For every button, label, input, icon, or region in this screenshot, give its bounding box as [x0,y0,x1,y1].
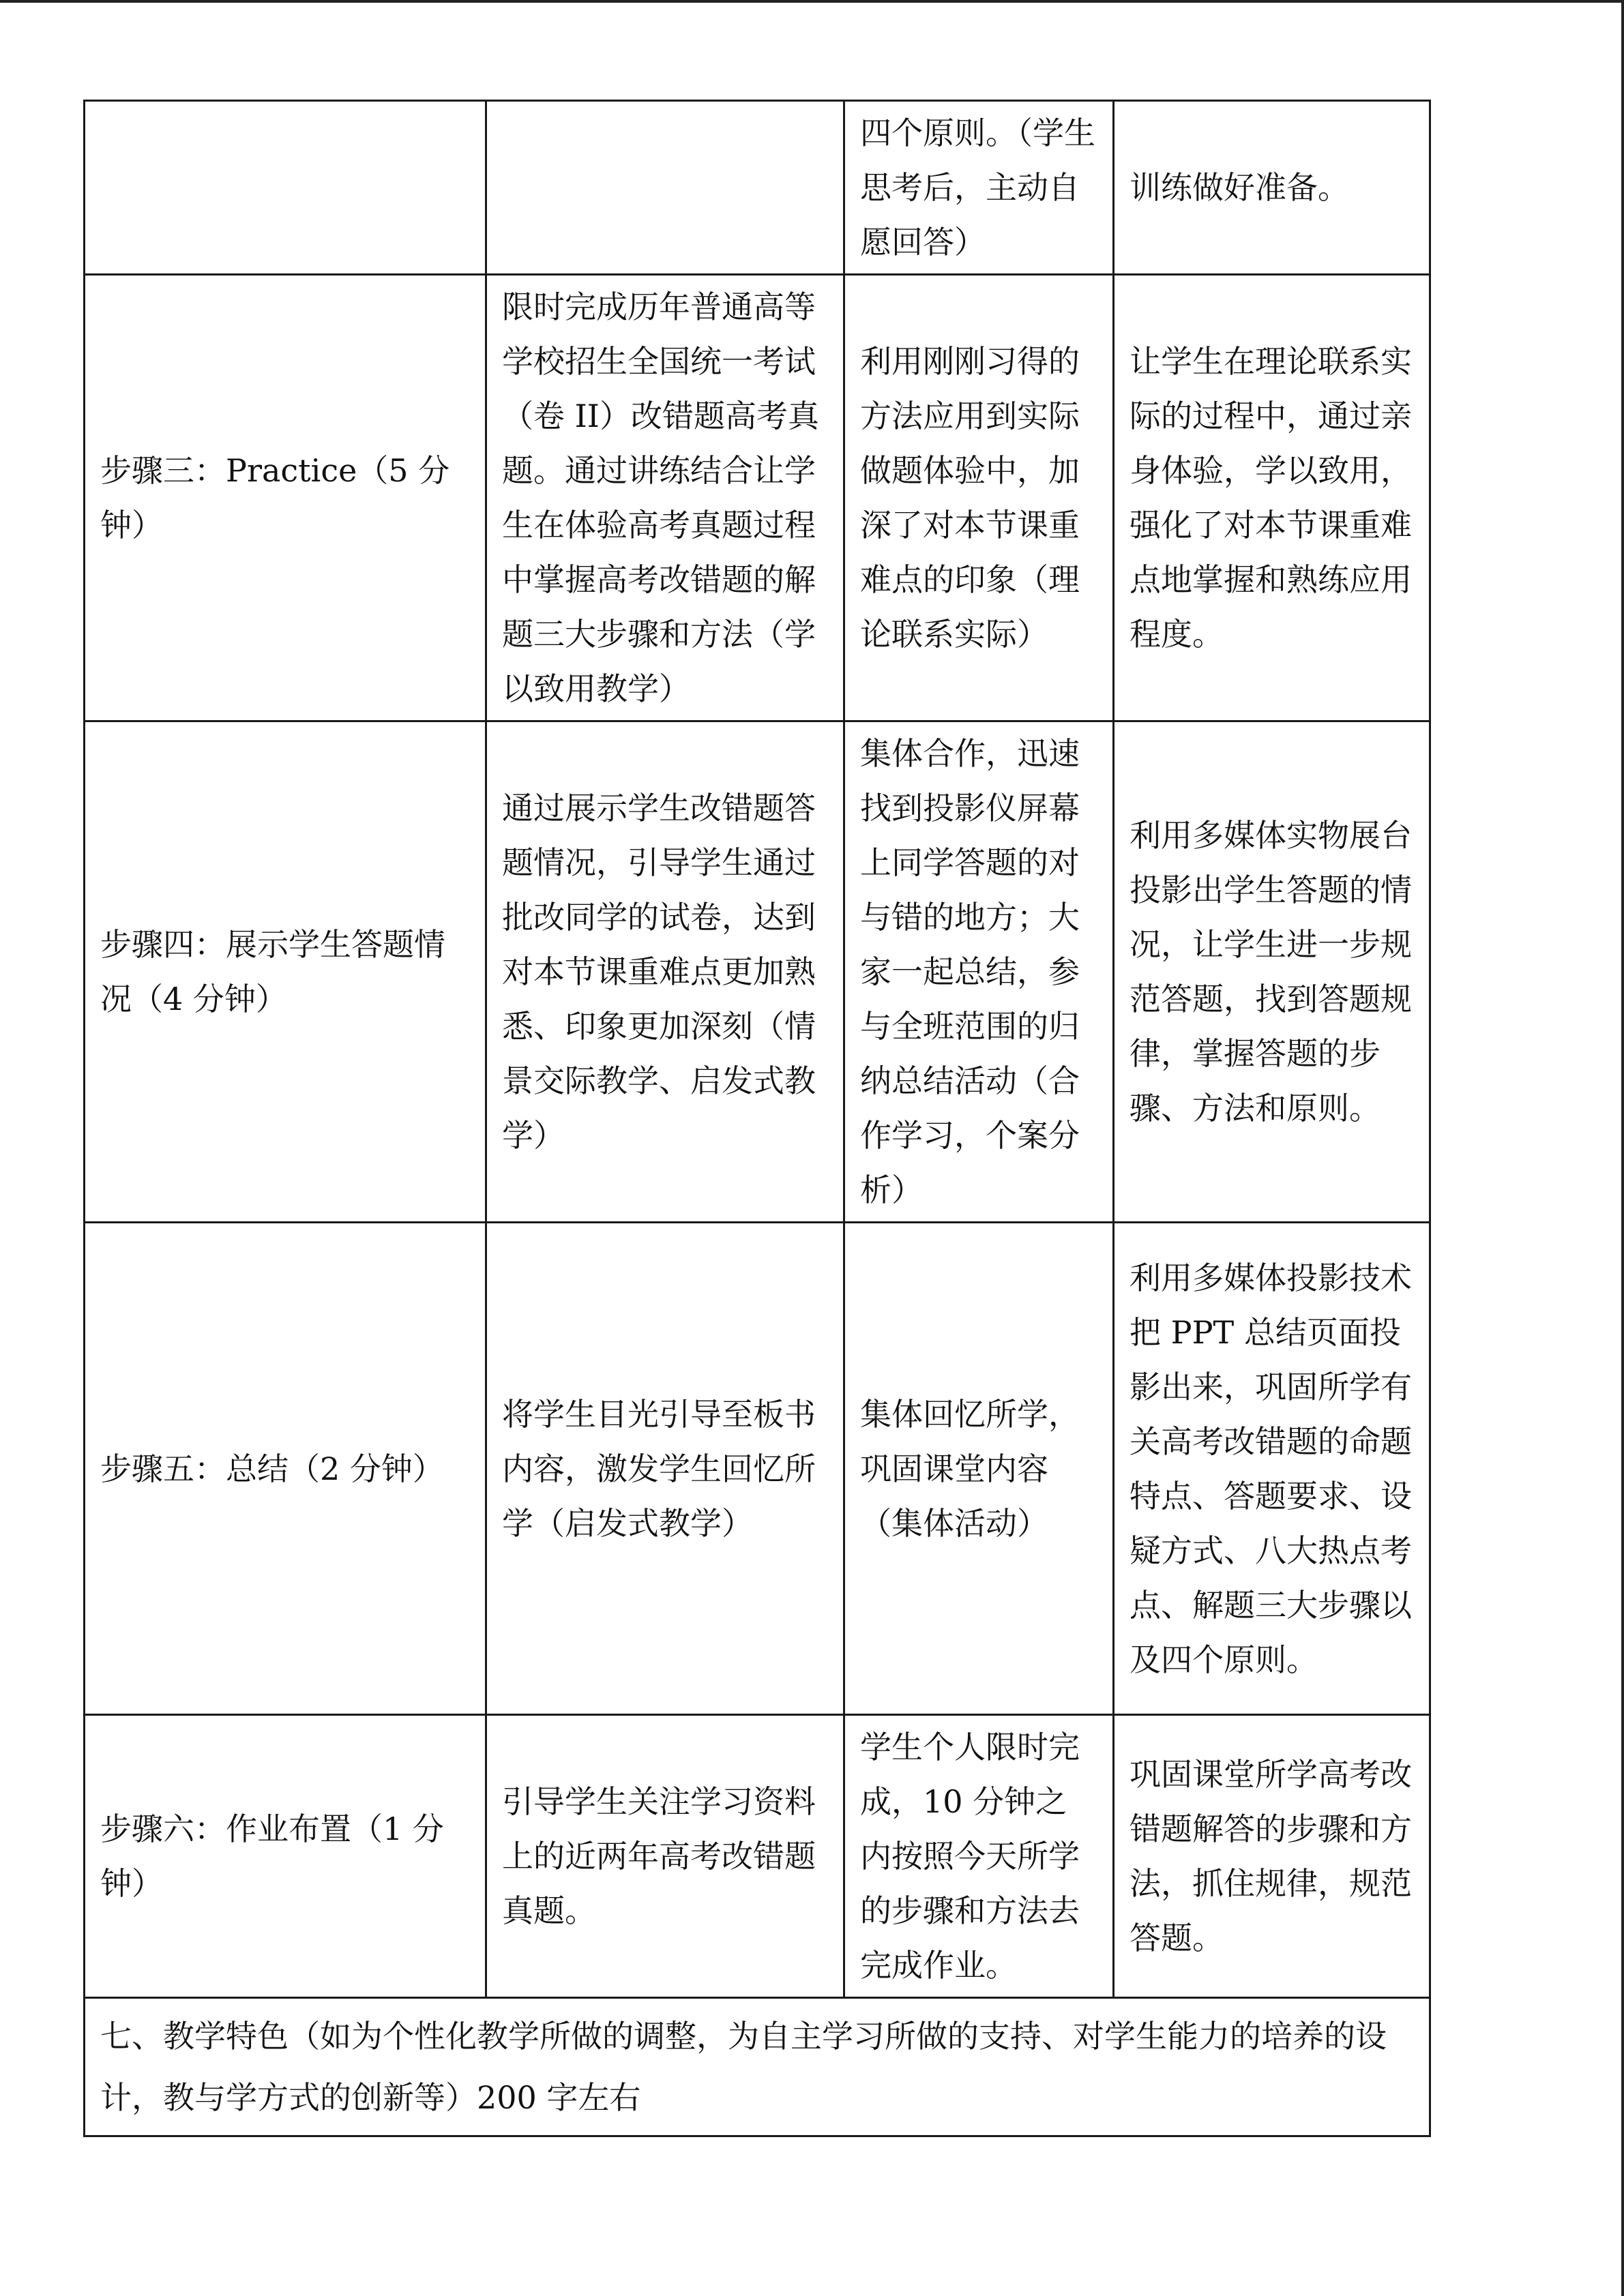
student-activity-cell: 学生个人限时完成，10 分钟之内按照今天所学的步骤和方法去完成作业。 [844,1715,1114,1998]
design-intent-cell: 训练做好准备。 [1114,101,1430,275]
table-row [85,101,1430,275]
design-intent-cell: 巩固课堂所学高考改错题解答的步骤和方法，抓住规律，规范答题。 [1114,1715,1430,1998]
step-cell [85,101,486,275]
student-activity-cell: 集体合作，迅速找到投影仪屏幕上同学答题的对与错的地方；大家一起总结，参与全班范围的归纳总结活动（合作学习，个案分析） [844,721,1114,1223]
page-top-border [0,0,1624,3]
teacher-activity-cell [486,101,844,275]
student-activity-cell: 集体回忆所学，巩固课堂内容（集体活动） [844,1223,1114,1715]
table-row [85,721,1430,1223]
step-cell: 步骤四：展示学生答题情况（4 分钟） [85,721,486,1223]
student-activity-cell: 四个原则。（学生思考后，主动自愿回答） [844,101,1114,275]
teaching-features-heading: 七、教学特色（如为个性化教学所做的调整，为自主学习所做的支持、对学生能力的培养的设计，教与学方式的创新等）200 字左右 [85,1998,1430,2136]
student-activity-cell: 利用刚刚习得的方法应用到实际做题体验中，加深了对本节课重难点的印象（理论联系实际） [844,275,1114,721]
table-row [85,275,1430,721]
design-intent-cell: 利用多媒体投影技术把 PPT 总结页面投影出来，巩固所学有关高考改错题的命题特点、答题要求、设疑方式、八大热点考点、解题三大步骤以及四个原则。 [1114,1223,1430,1715]
step-cell: 步骤三：Practice（5 分钟） [85,275,486,721]
teacher-activity-cell: 通过展示学生改错题答题情况，引导学生通过批改同学的试卷，达到对本节课重难点更加熟悉、印象更加深刻（情景交际教学、启发式教学） [486,721,844,1223]
design-intent-cell: 让学生在理论联系实际的过程中，通过亲身体验，学以致用，强化了对本节课重难点地掌握和熟练应用程度。 [1114,275,1430,721]
teacher-activity-cell: 将学生目光引导至板书内容，激发学生回忆所学（启发式教学） [486,1223,844,1715]
step-cell: 步骤六：作业布置（1 分钟） [85,1715,486,1998]
table-row [85,1715,1430,1998]
teacher-activity-cell: 引导学生关注学习资料上的近两年高考改错题真题。 [486,1715,844,1998]
table-row [85,1223,1430,1715]
step-cell: 步骤五：总结（2 分钟） [85,1223,486,1715]
teacher-activity-cell: 限时完成历年普通高等学校招生全国统一考试（卷 II）改错题高考真题。通过讲练结合让学生在体验高考真题过程中掌握高考改错题的解题三大步骤和方法（学以致用教学） [486,275,844,721]
lesson-plan-table [83,100,1431,2137]
table-row [85,1998,1430,2136]
page-right-border [1621,0,1624,2296]
design-intent-cell: 利用多媒体实物展台投影出学生答题的情况，让学生进一步规范答题，找到答题规律，掌握答题的步骤、方法和原则。 [1114,721,1430,1223]
